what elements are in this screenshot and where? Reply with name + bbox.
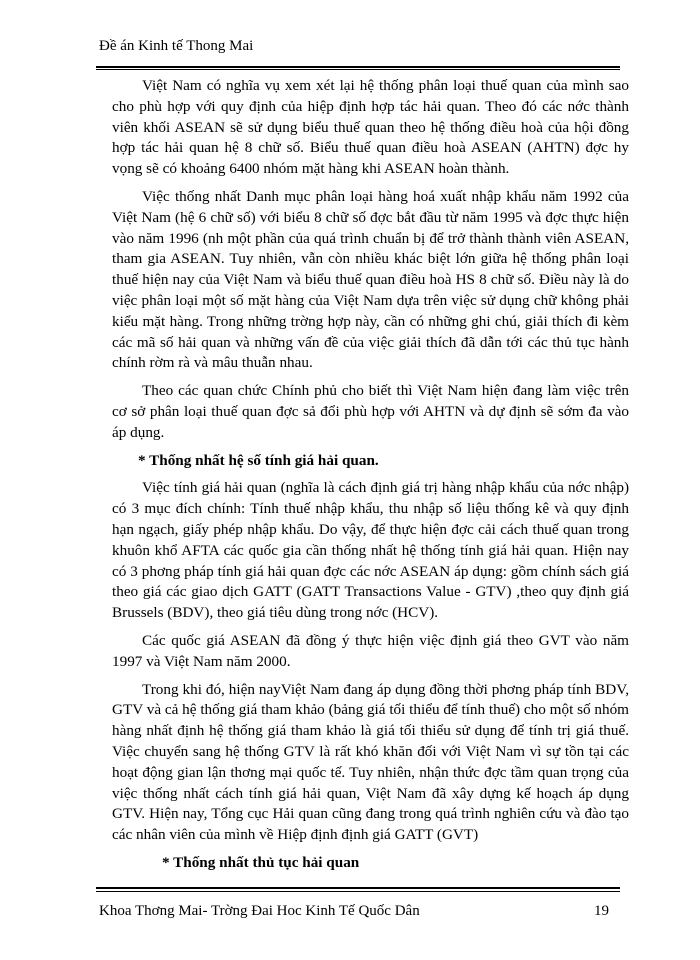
page-footer <box>99 903 609 920</box>
paragraph: Trong khi đó, hiện nayViệt Nam đang áp dụng đồng thời phơng pháp tính BDV, GTV và cả hệ thống giá tham khảo (bảng giá tối thiểu để tính thuế) cho một số nhóm hàng nhất định hệ thống giá tham khảo là giá tối thiểu sử dụng để tính trị giá thuế. Việc chuyển sang hệ thống GTV là rất khó khăn đối với Việt Nam vì sự tồn tại các hoạt động gian lận thơng mại quốc tế. Tuy nhiên, nhận thức đợc tầm quan trọng của việc thống nhất cách tính giá hải quan, Việt Nam đã xây dựng kế hoạch áp dụng GTV. Hiện nay, Tổng cục Hải quan cũng đang trong quá trình nghiên cứu và đào tạo các nhân viên của mình về Hiệp định định giá GATT (GVT) <box>112 680 629 844</box>
paragraph: Việc tính giá hải quan (nghĩa là cách định giá trị hàng nhập khẩu của nớc nhập) có 3 mục đích chính: Tính thuế nhập khẩu, thu nhập số liệu thống kê và quy định hạn ngạch, giấy phép nhập khẩu. Do vậy, để thực hiện đợc cải cách thuế quan trong khuôn khổ AFTA các quốc gia cần thống nhất hệ thống tính giá hải quan. Hiện nay có 3 phơng pháp tính giá hải quan đợc các nớc ASEAN áp dụng: gồm chính sách giá theo giá các giao dịch GATT (GATT Transactions Value - GTV) ,theo quy định giá Brussels (BDV), theo giá tiêu dùng trong nớc (HCV). <box>112 479 629 622</box>
page-header: Đề án Kinh tế Thong Mai <box>99 38 254 54</box>
page-number: 19 <box>594 903 609 919</box>
paragraph: Việt Nam có nghĩa vụ xem xét lại hệ thống phân loại thuế quan của mình sao cho phù hợp với quy định của hiệp định hợp tác hải quan. Theo đó các nớc thành viên khối ASEAN sẽ sử dụng biểu thuế quan theo hệ thống điều hoà của hội đồng hợp tác hải quan hệ 8 chữ số. Biểu thuế quan điều hoà ASEAN (AHTN) đợc hy vọng sẽ có khoảng 6400 nhóm mặt hàng khi ASEAN hoàn thành. <box>112 77 629 178</box>
section-heading: * Thống nhất thủ tục hải quan <box>162 853 360 871</box>
paragraph: Theo các quan chức Chính phủ cho biết thì Việt Nam hiện đang làm việc trên cơ sở phân loại thuế quan đợc sả đổi phù hợp với AHTN và dự định sẽ sớm đa vào áp dụng. <box>112 382 629 441</box>
footer-rule <box>96 887 620 889</box>
document-body <box>112 76 629 881</box>
section-heading: * Thống nhất hệ số tính giá hải quan. <box>138 451 379 469</box>
paragraph: Việc thống nhất Danh mục phân loại hàng hoá xuất nhập khẩu năm 1992 của Việt Nam (hệ 6 chữ số) với biểu 8 chữ số đợc bắt đầu từ năm 1995 và đợc thực hiện vào năm 1996 (nh một phần của quá trình chuẩn bị để trở thành thành viên ASEAN, tham gia ASEAN. Tuy nhiên, vẫn còn nhiều khác biệt lớn giữa hệ thống phân loại thuế hiện nay của Việt Nam và biểu thuế quan điều hoà HS 8 chữ số. Điều này là do việc phân loại một số mặt hàng của Việt Nam dựa trên việc sử dụng chữ không phải kiểu mặt hàng. Trong những trờng hợp này, cần có những ghi chú, giải thích đi kèm các mã số hải quan và những vấn đề của việc giải thích đã dẫn tới các thủ tục hành chính rờm rà và mâu thuẫn nhau. <box>112 187 629 372</box>
footer-text: Khoa Thơng Mai- Trờng Đai Hoc Kinh Tế Quốc Dân <box>99 903 420 919</box>
header-rule-thin <box>96 69 620 70</box>
header-rule <box>96 66 620 68</box>
paragraph: Các quốc giá ASEAN đã đồng ý thực hiện việc định giá theo GVT vào năm 1997 và Việt Nam năm 2000. <box>112 631 629 670</box>
footer-rule-thin <box>96 891 620 892</box>
